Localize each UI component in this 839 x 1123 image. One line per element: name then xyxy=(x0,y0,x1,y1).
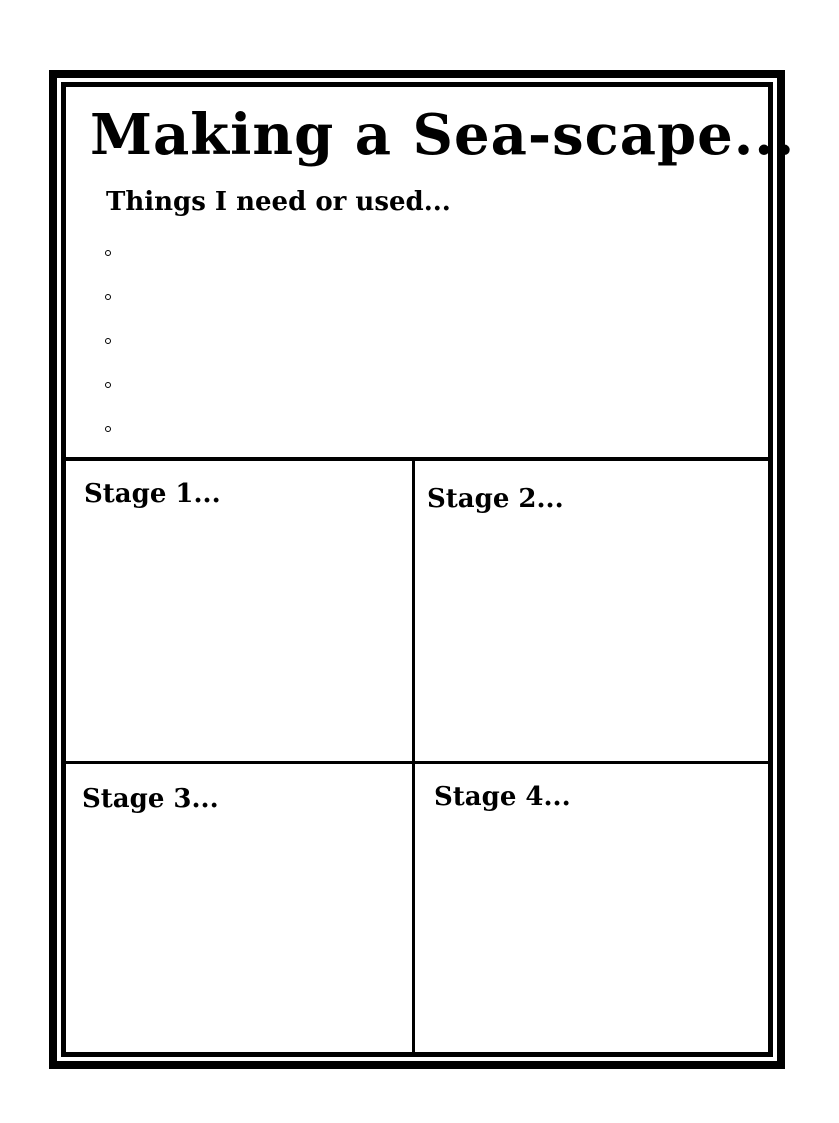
stage-4-label: Stage 4... xyxy=(434,782,571,812)
worksheet-title: Making a Sea-scape... xyxy=(90,102,796,168)
stage-column-divider xyxy=(412,461,415,1052)
header-divider xyxy=(66,457,768,461)
stage-row-divider xyxy=(66,761,768,764)
stage-1-label: Stage 1... xyxy=(84,479,221,509)
bullet-icon xyxy=(105,382,111,388)
stage-2-label: Stage 2... xyxy=(427,484,564,514)
bullet-icon xyxy=(105,250,111,256)
stage-3-label: Stage 3... xyxy=(82,784,219,814)
bullet-icon xyxy=(105,338,111,344)
bullet-icon xyxy=(105,294,111,300)
bullet-icon xyxy=(105,426,111,432)
materials-heading: Things I need or used... xyxy=(106,187,451,217)
